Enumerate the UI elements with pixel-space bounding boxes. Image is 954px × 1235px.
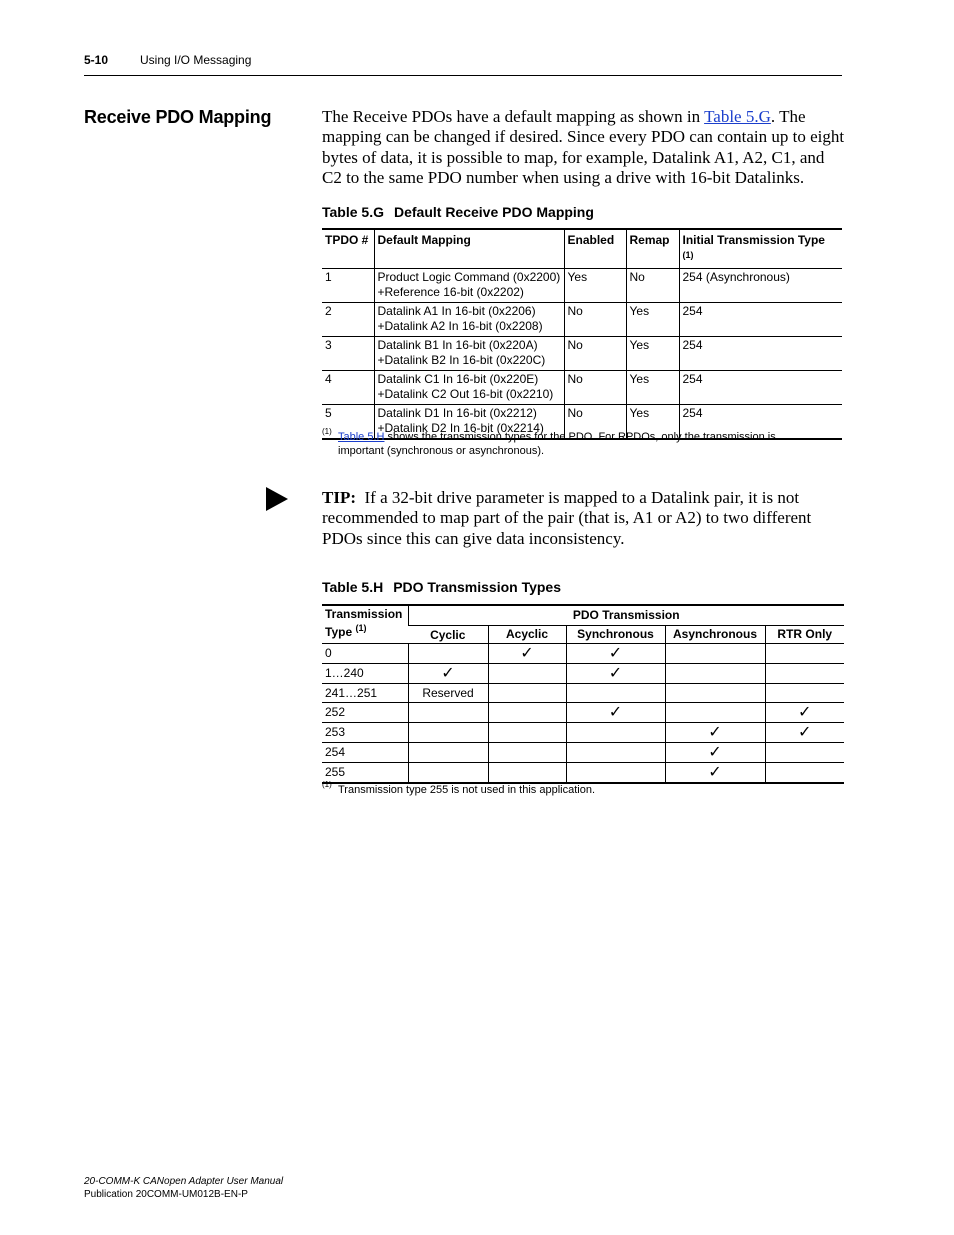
- cell-transmission-type: 255: [322, 763, 408, 784]
- table-row: [322, 664, 844, 684]
- cell-cyclic: [408, 743, 488, 763]
- table-row: [322, 703, 844, 723]
- check-mark-icon: ✓: [608, 643, 623, 662]
- cell-acyclic: [488, 664, 566, 684]
- table-h-caption-title: PDO Transmission Types: [393, 579, 561, 595]
- cell-asynchronous: [665, 703, 765, 723]
- cell-transmission-type: 253: [322, 723, 408, 743]
- cell-initial-transmission-type: 254: [679, 303, 842, 337]
- header-transmission-type-line-1: Transmission: [325, 607, 403, 621]
- table-5h-link[interactable]: Table 5.H: [338, 431, 385, 443]
- default-receive-pdo-mapping-table: [322, 228, 842, 440]
- cell-enabled: No: [564, 371, 626, 405]
- cell-synchronous: [566, 664, 665, 684]
- cell-synchronous: [566, 684, 665, 703]
- table-g-footnote-mark: (1): [322, 427, 332, 436]
- header-asynchronous: Asynchronous: [665, 626, 765, 644]
- cell-asynchronous: [665, 664, 765, 684]
- cell-rtr-only: [765, 684, 844, 703]
- cell-synchronous: [566, 743, 665, 763]
- mapping-line-1: Datalink D1 In 16-bit (0x2212): [377, 406, 537, 420]
- cell-transmission-type: 254: [322, 743, 408, 763]
- cell-cyclic: [408, 763, 488, 784]
- cell-transmission-type: 0: [322, 644, 408, 664]
- cell-remap: Yes: [626, 371, 679, 405]
- table-row: [322, 371, 842, 405]
- mapping-line-1: Datalink C1 In 16-bit (0x220E): [377, 372, 539, 386]
- cell-transmission-type: 1…240: [322, 664, 408, 684]
- table-row: [322, 337, 842, 371]
- cell-default-mapping: [374, 303, 564, 337]
- mapping-line-1: Product Logic Command (0x2200): [377, 270, 561, 284]
- table-g-footnote-body: shows the transmission types for the PDO. For RPDOs, only the transmission is important (synchronous or asynchronous).: [338, 431, 776, 457]
- intro-text-end: . The mapping can be changed if desired. Since every PDO can contain up to eight bytes of data, it is possible to map, for example, Datalink A1, A2, C1, and C2 to the same PDO number when using a drive with 16-bit Datalinks.: [322, 107, 845, 188]
- tip-text: If a 32-bit drive parameter is mapped to a Datalink pair, it is not recommended to map part of the pair (that is, A1 or A2) to two different PDOs since this can give data inconsistency.: [322, 488, 812, 548]
- intro-paragraph: [322, 107, 847, 189]
- section-heading: Receive PDO Mapping: [84, 107, 272, 127]
- cell-enabled: No: [564, 303, 626, 337]
- cell-cyclic: [408, 664, 488, 684]
- cell-default-mapping: [374, 371, 564, 405]
- cell-cyclic: [408, 644, 488, 664]
- table-row: [322, 743, 844, 763]
- chapter-title: Using I/O Messaging: [140, 53, 252, 67]
- header-rule: [84, 75, 842, 76]
- cell-default-mapping: [374, 269, 564, 303]
- cell-initial-transmission-type: 254: [679, 405, 842, 440]
- pdo-transmission-types-table: [322, 604, 844, 784]
- mapping-line-2: +Datalink D2 In 16-bit (0x2214): [377, 421, 544, 435]
- cell-transmission-type: 252: [322, 703, 408, 723]
- cell-transmission-type: 241…251: [322, 684, 408, 703]
- cell-rtr-only: [765, 644, 844, 664]
- table-row: [322, 303, 842, 337]
- table-g-caption-number: Table 5.G: [322, 204, 384, 220]
- table-group-header-row: [322, 605, 844, 626]
- tip-label: TIP:: [322, 488, 356, 507]
- cell-asynchronous: [665, 743, 765, 763]
- table-h-footnote-text: Transmission type 255 is not used in this application.: [338, 784, 596, 796]
- check-mark-icon: ✓: [798, 722, 812, 741]
- cell-rtr-only: [765, 703, 844, 723]
- cell-asynchronous: [665, 684, 765, 703]
- table-g-footnote-text: [338, 430, 818, 458]
- mapping-line-2: +Datalink A2 In 16-bit (0x2208): [377, 319, 543, 333]
- header-acyclic: Acyclic: [488, 626, 566, 644]
- cell-asynchronous: [665, 763, 765, 784]
- table-row: [322, 763, 844, 784]
- header-rtr-only: RTR Only: [765, 626, 844, 644]
- cell-initial-transmission-type: 254: [679, 337, 842, 371]
- footer-publication: Publication 20COMM-UM012B-EN-P: [84, 1189, 248, 1200]
- header-remap: Remap: [626, 229, 679, 269]
- cell-rtr-only: [765, 763, 844, 784]
- cell-remap: No: [626, 269, 679, 303]
- header-footnote-mark: (1): [682, 250, 694, 260]
- cell-rtr-only: [765, 743, 844, 763]
- cell-rtr-only: [765, 664, 844, 684]
- cell-remap: Yes: [626, 405, 679, 440]
- cell-acyclic: [488, 743, 566, 763]
- cell-enabled: No: [564, 405, 626, 440]
- header-tpdo-number: TPDO #: [322, 229, 374, 269]
- tip-paragraph: [322, 488, 842, 549]
- header-initial-transmission-type: [679, 229, 842, 269]
- cell-tpdo-number: 1: [322, 269, 374, 303]
- intro-text-start: The Receive PDOs have a default mapping as shown in: [322, 107, 705, 126]
- cell-acyclic: [488, 644, 566, 664]
- cell-initial-transmission-type: 254 (Asynchronous): [679, 269, 842, 303]
- page-number: 5-10: [84, 53, 109, 67]
- footer-manual-title: 20-COMM-K CANopen Adapter User Manual: [84, 1176, 284, 1187]
- check-mark-icon: ✓: [608, 663, 623, 682]
- table-row: [322, 269, 842, 303]
- table-g-caption-title: Default Receive PDO Mapping: [393, 204, 594, 220]
- mapping-line-2: +Datalink C2 Out 16-bit (0x2210): [377, 387, 554, 401]
- table-g-caption: [322, 204, 594, 220]
- cell-acyclic: [488, 684, 566, 703]
- cell-enabled: Yes: [564, 269, 626, 303]
- mapping-line-1: Datalink B1 In 16-bit (0x220A): [377, 338, 538, 352]
- mapping-line-2: +Datalink B2 In 16-bit (0x220C): [377, 353, 546, 367]
- cell-enabled: No: [564, 337, 626, 371]
- cell-default-mapping: [374, 337, 564, 371]
- cell-tpdo-number: 3: [322, 337, 374, 371]
- tip-arrow-icon: [266, 487, 288, 511]
- table-5g-link[interactable]: Table 5.G: [704, 107, 771, 126]
- mapping-line-2: +Reference 16-bit (0x2202): [377, 285, 524, 299]
- cell-synchronous: [566, 644, 665, 664]
- cell-remap: Yes: [626, 337, 679, 371]
- header-enabled: Enabled: [564, 229, 626, 269]
- header-transmission-type-line-2: Type: [325, 625, 353, 639]
- mapping-line-1: Datalink A1 In 16-bit (0x2206): [377, 304, 536, 318]
- cell-tpdo-number: 2: [322, 303, 374, 337]
- table-row: [322, 644, 844, 664]
- table-h-caption: [322, 579, 561, 595]
- cell-synchronous: [566, 763, 665, 784]
- cell-synchronous: [566, 703, 665, 723]
- check-mark-icon: ✓: [708, 742, 722, 761]
- cell-tpdo-number: 4: [322, 371, 374, 405]
- cell-rtr-only: [765, 723, 844, 743]
- check-mark-icon: ✓: [708, 762, 722, 781]
- table-row: [322, 684, 844, 703]
- cell-asynchronous: [665, 723, 765, 743]
- cell-acyclic: [488, 703, 566, 723]
- table-h-body: [322, 644, 844, 784]
- cell-synchronous: [566, 723, 665, 743]
- header-pdo-transmission: PDO Transmission: [408, 605, 844, 626]
- table-row: [322, 723, 844, 743]
- header-cyclic: Cyclic: [408, 626, 488, 644]
- table-h-footnote-mark: (1): [322, 780, 332, 789]
- cell-initial-transmission-type: 254: [679, 371, 842, 405]
- table-h-caption-number: Table 5.H: [322, 579, 384, 595]
- check-mark-icon: ✓: [708, 722, 722, 741]
- header-initial-transmission-type-label: Initial Transmission Type: [682, 233, 825, 247]
- header-synchronous: Synchronous: [566, 626, 665, 644]
- check-mark-icon: ✓: [608, 702, 623, 721]
- cell-cyclic: [408, 703, 488, 723]
- header-default-mapping: Default Mapping: [374, 229, 564, 269]
- cell-cyclic: [408, 723, 488, 743]
- cell-asynchronous: [665, 644, 765, 664]
- header-transmission-type: [322, 605, 408, 644]
- header-footnote-mark: (1): [355, 623, 367, 633]
- cell-tpdo-number: 5: [322, 405, 374, 440]
- table-header-row: [322, 229, 842, 269]
- cell-acyclic: [488, 723, 566, 743]
- cell-acyclic: [488, 763, 566, 784]
- check-mark-icon: ✓: [798, 702, 812, 721]
- check-mark-icon: ✓: [520, 643, 534, 662]
- cell-remap: Yes: [626, 303, 679, 337]
- check-mark-icon: ✓: [441, 663, 455, 682]
- cell-cyclic: Reserved: [408, 684, 488, 703]
